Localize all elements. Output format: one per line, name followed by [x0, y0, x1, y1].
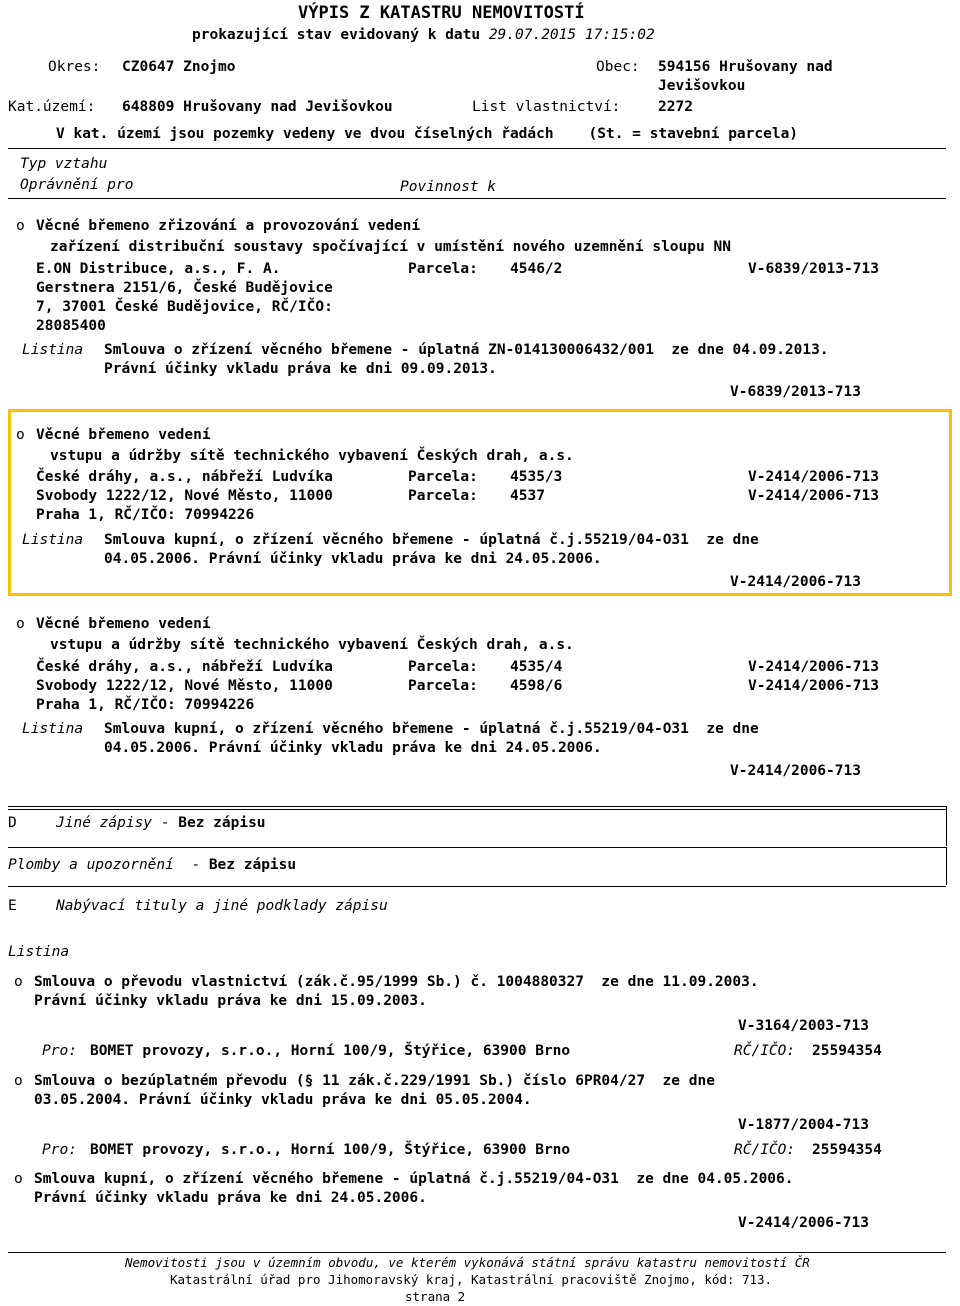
parcel-ref: V-2414/2006-713 — [748, 659, 879, 675]
listina-line: 03.05.2004. Právní účinky vkladu práva ke dni 05.05.2004. — [34, 1092, 532, 1108]
entry-title: Věcné břemeno zřizování a provozování vedení — [36, 218, 421, 234]
listina-label: Listina — [22, 721, 84, 737]
listina-text: Smlouva kupní, o zřízení věcného břemene - úplatná č.j.55219/04-O31 ze dne — [104, 532, 759, 548]
section-e-letter: E — [8, 898, 17, 914]
obec-label: Obec: — [596, 59, 640, 75]
katastr-note: V kat. území jsou pozemky vedeny ve dvou číselných řadách (St. = stavební parcela) — [56, 126, 799, 142]
lv-value: 2272 — [658, 99, 693, 115]
divider — [8, 886, 946, 887]
col-povinnost-k: Povinnost k — [400, 179, 497, 195]
parcel-value: 4535/3 — [510, 469, 563, 485]
holder-line: České dráhy, a.s., nábřeží Ludvíka — [36, 659, 333, 675]
document-subtitle: prokazující stav evidovaný k datu 29.07.2015 17:15:02 — [192, 27, 655, 43]
katuzemi-label: Kat.území: — [8, 99, 96, 115]
parcel-value: 4537 — [510, 488, 545, 504]
parcel-label: Parcela: — [408, 678, 478, 694]
plomby-title: Plomby a upozornění — [8, 857, 174, 873]
bullet: o — [16, 616, 25, 632]
parcel-ref: V-6839/2013-713 — [748, 261, 879, 277]
listina-ref: V-2414/2006-713 — [738, 1215, 869, 1231]
rc-label: RČ/IČO: — [734, 1142, 796, 1158]
listina-line: Smlouva kupní, o zřízení věcného břemene - úplatná č.j.55219/04-O31 ze dne 04.05.2006. — [34, 1171, 794, 1187]
entry-title-cont: vstupu a údržby sítě technického vybavení Českých drah, a.s. — [50, 637, 574, 653]
parcel-label: Parcela: — [408, 469, 478, 485]
document-title: VÝPIS Z KATASTRU NEMOVITOSTÍ — [298, 3, 585, 23]
okres-value: CZ0647 Znojmo — [122, 59, 236, 75]
divider — [8, 809, 946, 810]
holder-line: E.ON Distribuce, a.s., F. A. — [36, 261, 281, 277]
section-e-title: Nabývací tituly a jiné podklady zápisu — [56, 898, 388, 914]
holder-line: Svobody 1222/12, Nové Město, 11000 — [36, 488, 333, 504]
entry-title-cont: vstupu a údržby sítě technického vybavení Českých drah, a.s. — [50, 448, 574, 464]
section-border — [946, 847, 947, 885]
listina-heading: Listina — [8, 944, 70, 960]
section-border — [946, 806, 947, 846]
parcel-ref: V-2414/2006-713 — [748, 469, 879, 485]
rc-label: RČ/IČO: — [734, 1043, 796, 1059]
entry-ref: V-6839/2013-713 — [730, 384, 861, 400]
okres-label: Okres: — [48, 59, 101, 75]
holder-line: 28085400 — [36, 318, 106, 334]
footer-line-1: Nemovitosti jsou v územním obvodu, ve kterém vykonává státní správu katastru nemovitostí ČR — [125, 1255, 810, 1270]
listina-ref: V-1877/2004-713 — [738, 1117, 869, 1133]
section-d-title: Jiné zápisy — [56, 815, 153, 831]
holder-line: Svobody 1222/12, Nové Město, 11000 — [36, 678, 333, 694]
obec-value: 594156 Hrušovany nad — [658, 59, 833, 75]
listina-line: Právní účinky vkladu práva ke dni 24.05.2006. — [34, 1190, 427, 1206]
bullet: o — [14, 1171, 23, 1187]
bullet: o — [14, 974, 23, 990]
listina-line: Právní účinky vkladu práva ke dni 15.09.2003. — [34, 993, 427, 1009]
divider — [8, 148, 946, 149]
parcel-ref: V-2414/2006-713 — [748, 678, 879, 694]
bullet: o — [16, 427, 25, 443]
bullet: o — [16, 218, 25, 234]
subtitle-date: 29.07.2015 17:15:02 — [488, 27, 655, 43]
listina-ref: V-3164/2003-713 — [738, 1018, 869, 1034]
obec-value-cont: Jevišovkou — [658, 78, 746, 94]
holder-line: Praha 1, RČ/IČO: 70994226 — [36, 697, 255, 713]
page-number: strana 2 — [405, 1289, 466, 1304]
holder-line: České dráhy, a.s., nábřeží Ludvíka — [36, 469, 333, 485]
parcel-ref: V-2414/2006-713 — [748, 488, 879, 504]
section-d-value: Bez zápisu — [178, 815, 266, 831]
holder-line: 7, 37001 České Budějovice, RČ/IČO: — [36, 299, 333, 315]
divider — [8, 198, 946, 199]
divider — [8, 847, 946, 848]
entry-ref: V-2414/2006-713 — [730, 574, 861, 590]
listina-text: Smlouva kupní, o zřízení věcného břemene - úplatná č.j.55219/04-O31 ze dne — [104, 721, 759, 737]
holder-line: Praha 1, RČ/IČO: 70994226 — [36, 507, 255, 523]
pro-value: BOMET provozy, s.r.o., Horní 100/9, Štýřice, 63900 Brno — [90, 1043, 571, 1059]
listina-line: Smlouva o převodu vlastnictví (zák.č.95/1999 Sb.) č. 1004880327 ze dne 11.09.2003. — [34, 974, 759, 990]
listina-text-cont: 04.05.2006. Právní účinky vkladu práva ke dni 24.05.2006. — [104, 551, 602, 567]
listina-text-cont: Právní účinky vkladu práva ke dni 09.09.2013. — [104, 361, 497, 377]
holder-line: Gerstnera 2151/6, České Budějovice — [36, 280, 333, 296]
lv-label: List vlastnictví: — [472, 99, 621, 115]
section-d-letter: D — [8, 815, 17, 831]
parcel-value: 4535/4 — [510, 659, 563, 675]
plomby-value: Bez zápisu — [208, 857, 297, 873]
footer-line-2: Katastrální úřad pro Jihomoravský kraj, Katastrální pracoviště Znojmo, kód: 713. — [170, 1272, 773, 1287]
entry-title-cont: zařízení distribuční soustavy spočívající v umístění nového uzemnění sloupu NN — [50, 239, 731, 255]
listina-text: Smlouva o zřízení věcného břemene - úplatná ZN-014130006432/001 ze dne 04.09.2013. — [104, 342, 829, 358]
rc-value: 25594354 — [812, 1043, 882, 1059]
col-opravneni-pro: Oprávnění pro — [20, 177, 134, 193]
plomby-heading: Plomby a upozornění - Bez zápisu — [8, 857, 297, 873]
listina-label: Listina — [22, 532, 84, 548]
listina-label: Listina — [22, 342, 84, 358]
katuzemi-value: 648809 Hrušovany nad Jevišovkou — [122, 99, 393, 115]
divider — [8, 806, 946, 807]
entry-title: Věcné břemeno vedení — [36, 427, 211, 443]
pro-label: Pro: — [42, 1142, 77, 1158]
footer-divider — [8, 1252, 946, 1253]
parcel-value: 4546/2 — [510, 261, 563, 277]
section-d-heading: Jiné zápisy - Bez zápisu — [56, 815, 266, 831]
col-typ-vztahu: Typ vztahu — [20, 156, 108, 172]
rc-value: 25594354 — [812, 1142, 882, 1158]
entry-title: Věcné břemeno vedení — [36, 616, 211, 632]
parcel-label: Parcela: — [408, 659, 478, 675]
parcel-label: Parcela: — [408, 488, 478, 504]
bullet: o — [14, 1073, 23, 1089]
listina-line: Smlouva o bezúplatném převodu (§ 11 zák.č.229/1991 Sb.) číslo 6PR04/27 ze dne — [34, 1073, 715, 1089]
entry-ref: V-2414/2006-713 — [730, 763, 861, 779]
parcel-value: 4598/6 — [510, 678, 563, 694]
pro-label: Pro: — [42, 1043, 77, 1059]
parcel-label: Parcela: — [408, 261, 478, 277]
listina-text-cont: 04.05.2006. Právní účinky vkladu práva ke dni 24.05.2006. — [104, 740, 602, 756]
pro-value: BOMET provozy, s.r.o., Horní 100/9, Štýřice, 63900 Brno — [90, 1142, 571, 1158]
